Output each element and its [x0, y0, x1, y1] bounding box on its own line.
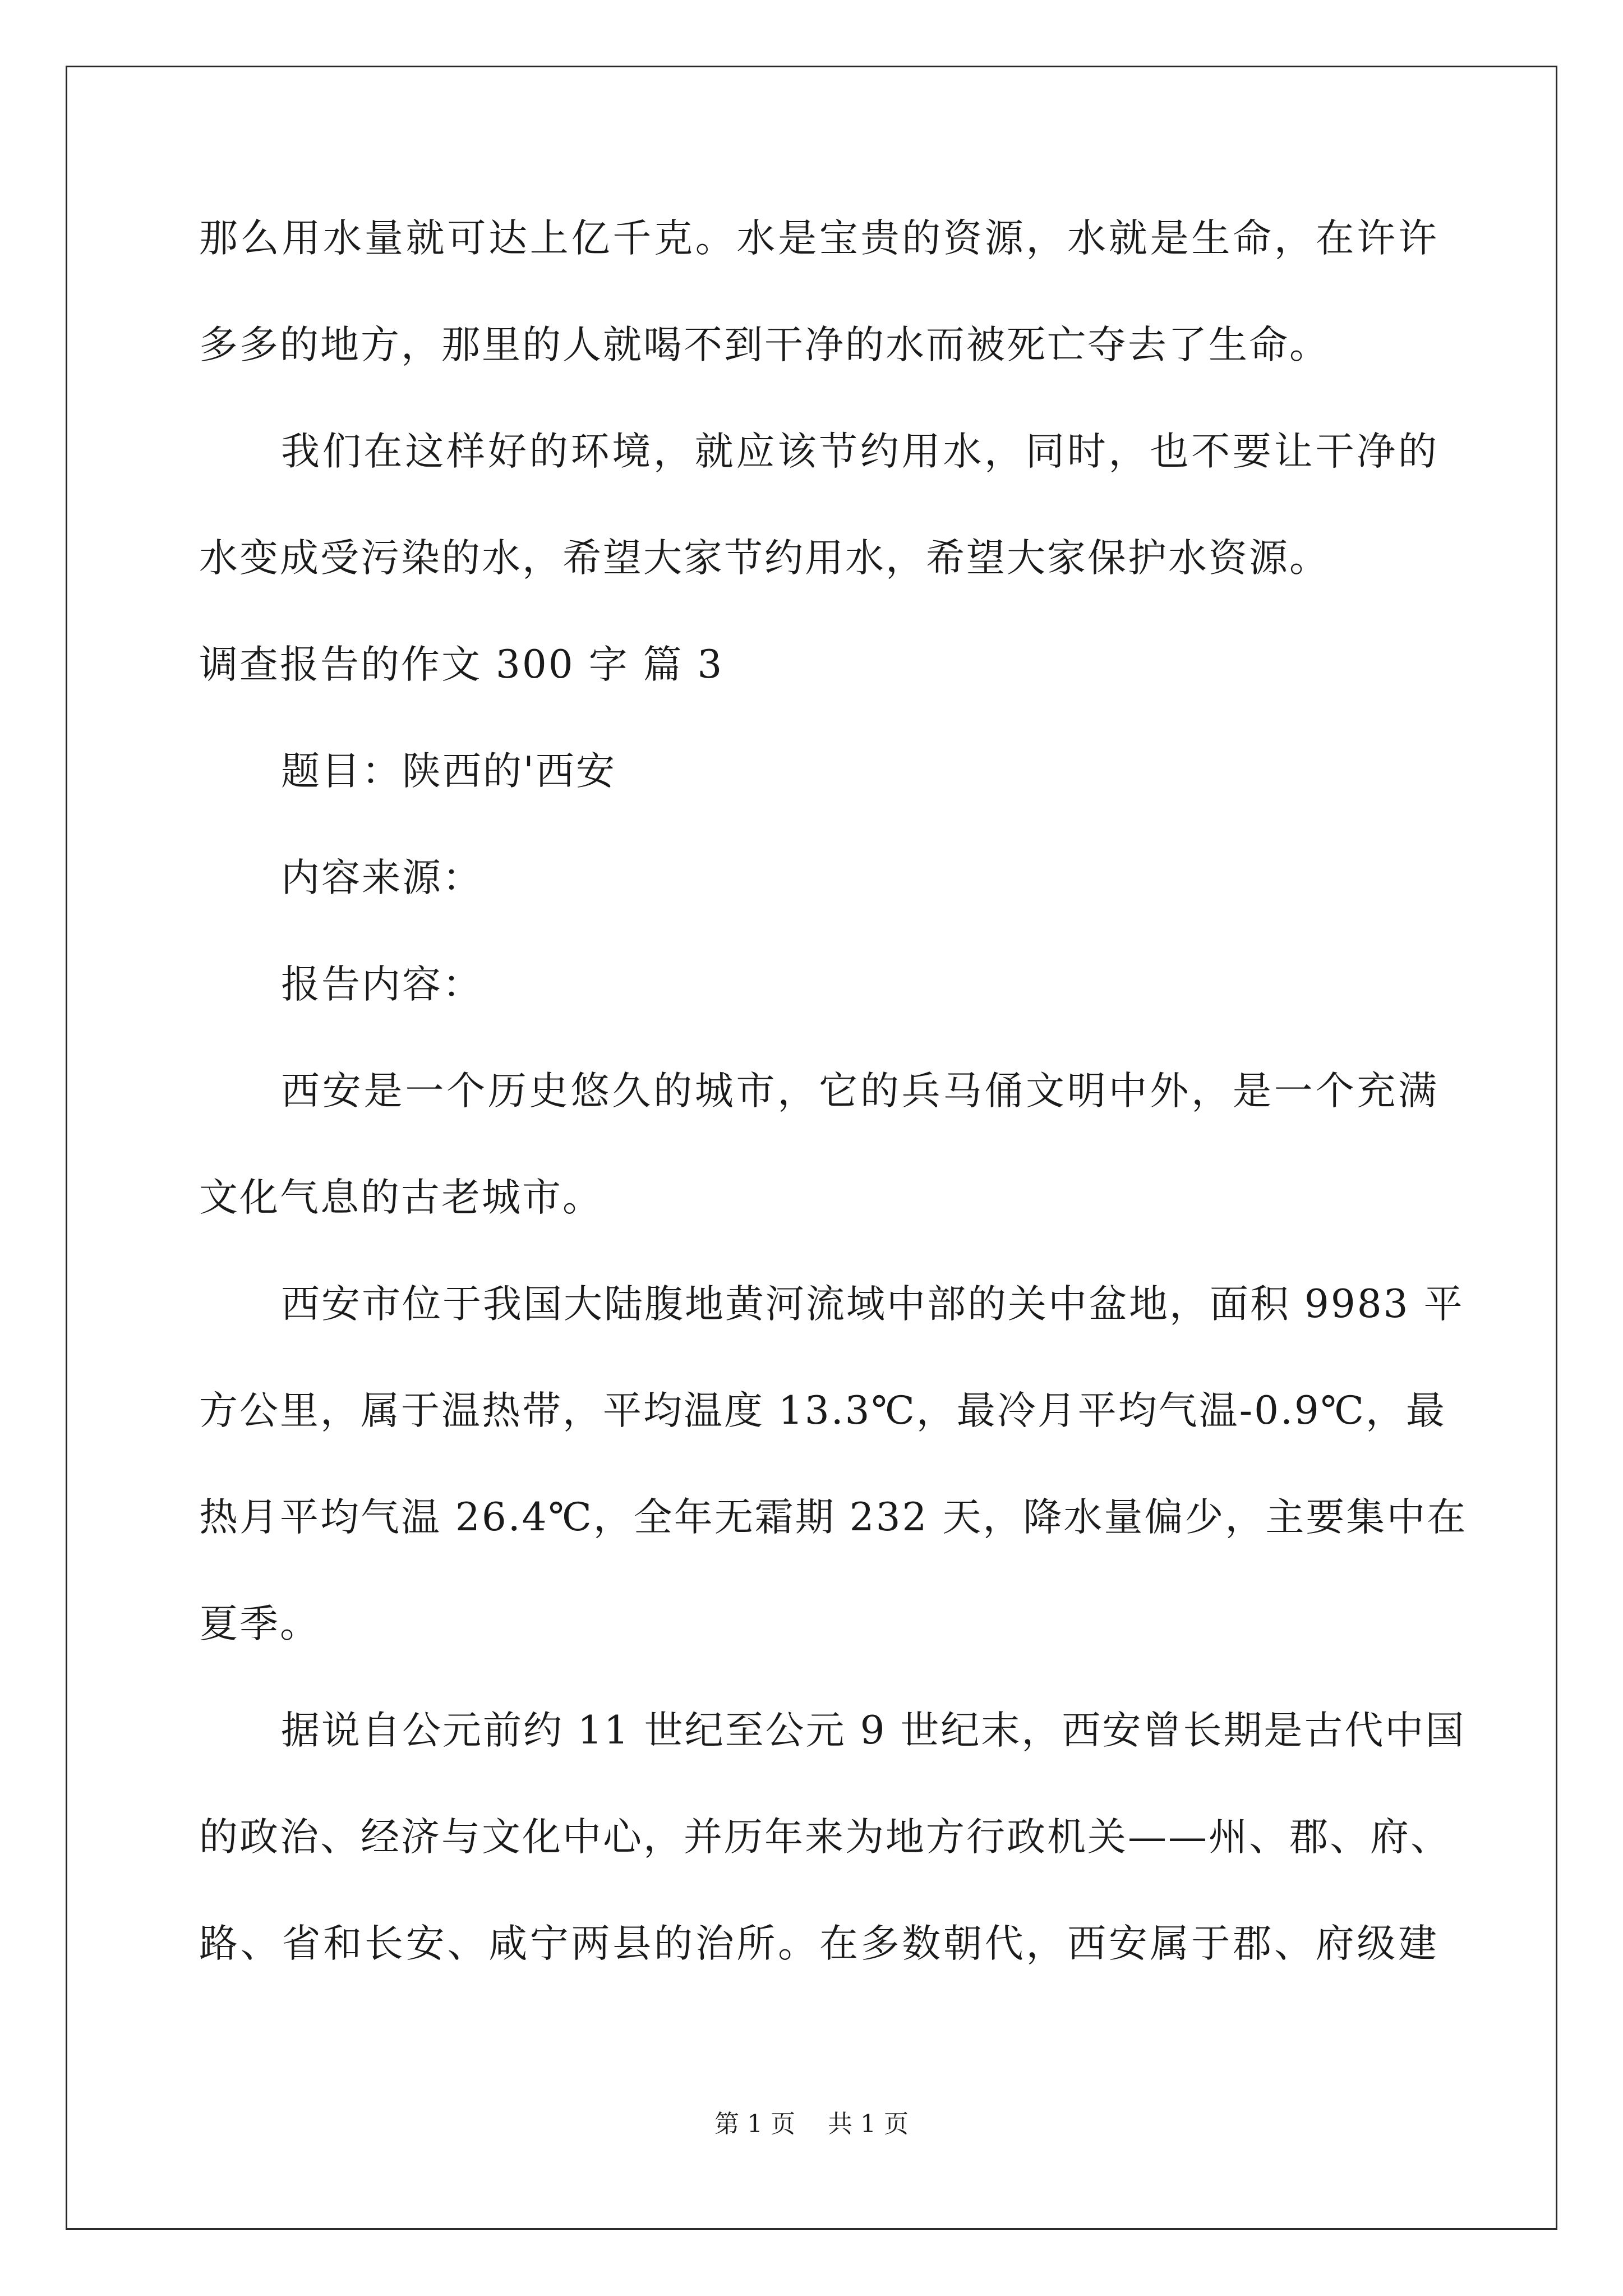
paragraph-line: 路、省和长安、咸宁两县的治所。在多数朝代，西安属于郡、府级建: [199, 1921, 1438, 1966]
paragraph-line: 的政治、经济与文化中心，并历年来为地方行政机关——州、郡、府、: [199, 1815, 1451, 1860]
paragraph-line: 多多的地方，那里的人就喝不到干净的水而被死亡夺去了生命。: [199, 323, 1330, 367]
paragraph-line: 我们在这样好的环境，就应该节约用水，同时，也不要让干净的: [281, 429, 1438, 474]
page-number: 第 1 页: [714, 2110, 795, 2138]
report-content-label: 报告内容：: [281, 962, 483, 1007]
section-heading: 调查报告的作文 300 字 篇 3: [199, 642, 724, 687]
paragraph-line: 西安是一个历史悠久的城市，它的兵马俑文明中外，是一个充满: [281, 1069, 1438, 1114]
paragraph-line: 方公里，属于温热带，平均温度 13.3℃，最冷月平均气温-0.9℃，最: [199, 1388, 1446, 1433]
paragraph-line: 据说自公元前约 11 世纪至公元 9 世纪末，西安曾长期是古代中国: [281, 1708, 1466, 1753]
paragraph-line: 夏季。: [199, 1602, 320, 1646]
page-total: 共 1 页: [828, 2110, 909, 2138]
paragraph-line: 文化气息的古老城市。: [199, 1175, 603, 1220]
paragraph-line: 西安市位于我国大陆腹地黄河流域中部的关中盆地，面积 9983 平: [281, 1282, 1464, 1327]
paragraph-line: 那么用水量就可达上亿千克。水是宝贵的资源，水就是生命，在许许: [199, 216, 1438, 261]
content-source-line: 内容来源：: [281, 855, 483, 900]
page-border: [66, 66, 1557, 2230]
paragraph-line: 热月平均气温 26.4℃，全年无霜期 232 天，降水量偏少，主要集中在: [199, 1495, 1468, 1540]
report-title-line: 题目：陕西的'西安: [281, 749, 616, 794]
paragraph-line: 水变成受污染的水，希望大家节约用水，希望大家保护水资源。: [199, 536, 1330, 581]
page-footer: [0, 2104, 1623, 2139]
